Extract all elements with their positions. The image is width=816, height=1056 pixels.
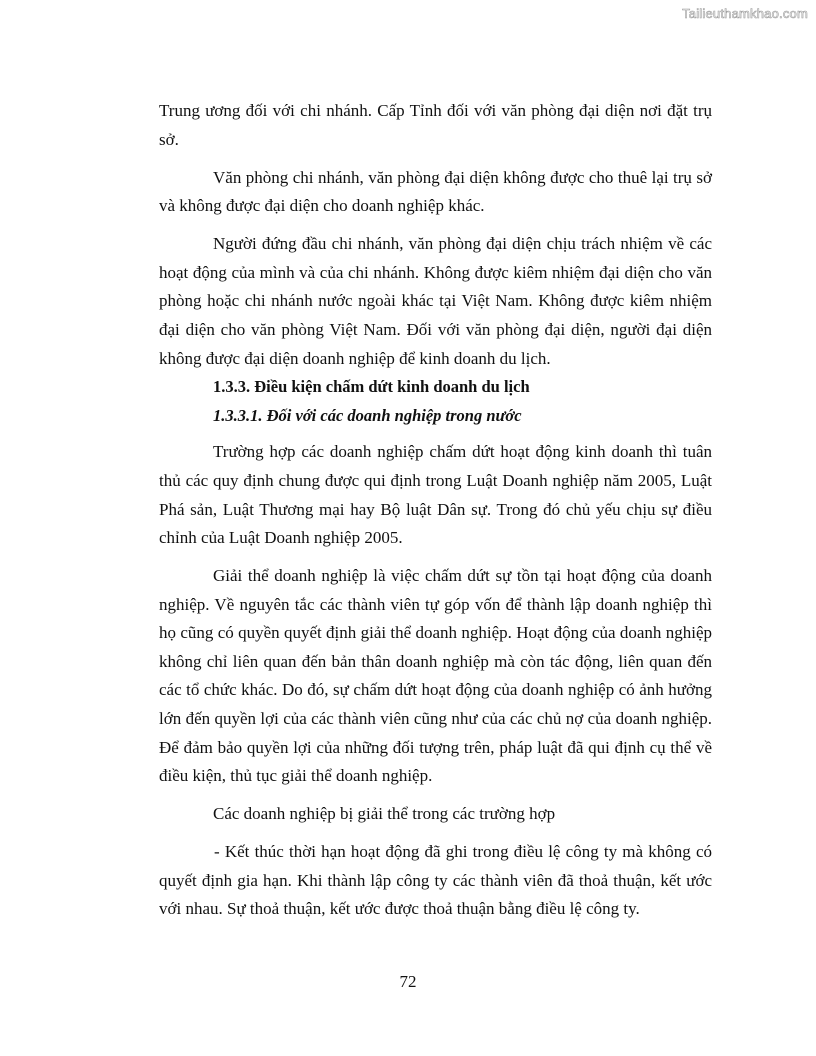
page-number: 72 [399, 972, 417, 991]
subsection-heading-1-3-3-1: 1.3.3.1. Đối với các doanh nghiệp trong nước [213, 405, 522, 425]
paragraph-dissolution-case-1: - Kết thúc thời hạn hoạt động đã ghi trong điều lệ công ty mà không có quyết định gia hạn. Khi thành lập công ty các thành viên đã thoả thuận, kết ước với nhau. Sự thoả thuận, kết ước được thoả thuận bằng điều lệ công ty. [159, 842, 712, 919]
paragraph-branch-office-restrictions: Văn phòng chi nhánh, văn phòng đại diện không được cho thuê lại trụ sở và không được đại diện cho doanh nghiệp khác. [159, 167, 712, 216]
watermark-text: Tailieuthamkhao.com [682, 6, 808, 21]
paragraph-continuation: Trung ương đối với chi nhánh. Cấp Tỉnh đối với văn phòng đại diện nơi đặt trụ sở. [159, 101, 712, 149]
paragraph-termination-rules: Trường hợp các doanh nghiệp chấm dứt hoạt động kinh doanh thì tuân thủ các quy định chung được qui định trong Luật Doanh nghiệp năm 2005, Luật Phá sản, Luật Thương mại hay Bộ luật Dân sự. Trong đó chủ yếu chịu sự điều chỉnh của Luật Doanh nghiệp 2005. [159, 442, 712, 548]
paragraph-dissolution-definition: Giải thể doanh nghiệp là việc chấm dứt sự tồn tại hoạt động của doanh nghiệp. Về nguyên tắc các thành viên tự góp vốn để thành lập doanh nghiệp thì họ cũng có quyền quyết định giải thể doanh nghiệp. Hoạt động của doanh nghiệp không chỉ liên quan đến bản thân doanh nghiệp mà còn tác động, liên quan đến các tổ chức khác. Do đó, sự chấm dứt hoạt động của doanh nghiệp có ảnh hưởng lớn đến quyền lợi của các thành viên cũng như của các chủ nợ của doanh nghiệp. Để đảm bảo quyền lợi của những đối tượng trên, pháp luật đã qui định cụ thể về điều kiện, thủ tục giải thể doanh nghiệp. [159, 566, 712, 786]
section-heading-1-3-3: 1.3.3. Điều kiện chấm dứt kinh doanh du lịch [213, 377, 530, 397]
paragraph-head-of-branch: Người đứng đầu chi nhánh, văn phòng đại diện chịu trách nhiệm về các hoạt động của mình và của chi nhánh. Không được kiêm nhiệm đại diện cho văn phòng hoặc chi nhánh nước ngoài khác tại Việt Nam. Không được kiêm nhiệm đại diện cho văn phòng Việt Nam. Đối với văn phòng đại diện, người đại diện không được đại diện doanh nghiệp để kinh doanh du lịch. [159, 234, 712, 368]
paragraph-dissolution-cases-intro: Các doanh nghiệp bị giải thể trong các trường hợp [213, 804, 556, 824]
document-body [159, 97, 712, 924]
